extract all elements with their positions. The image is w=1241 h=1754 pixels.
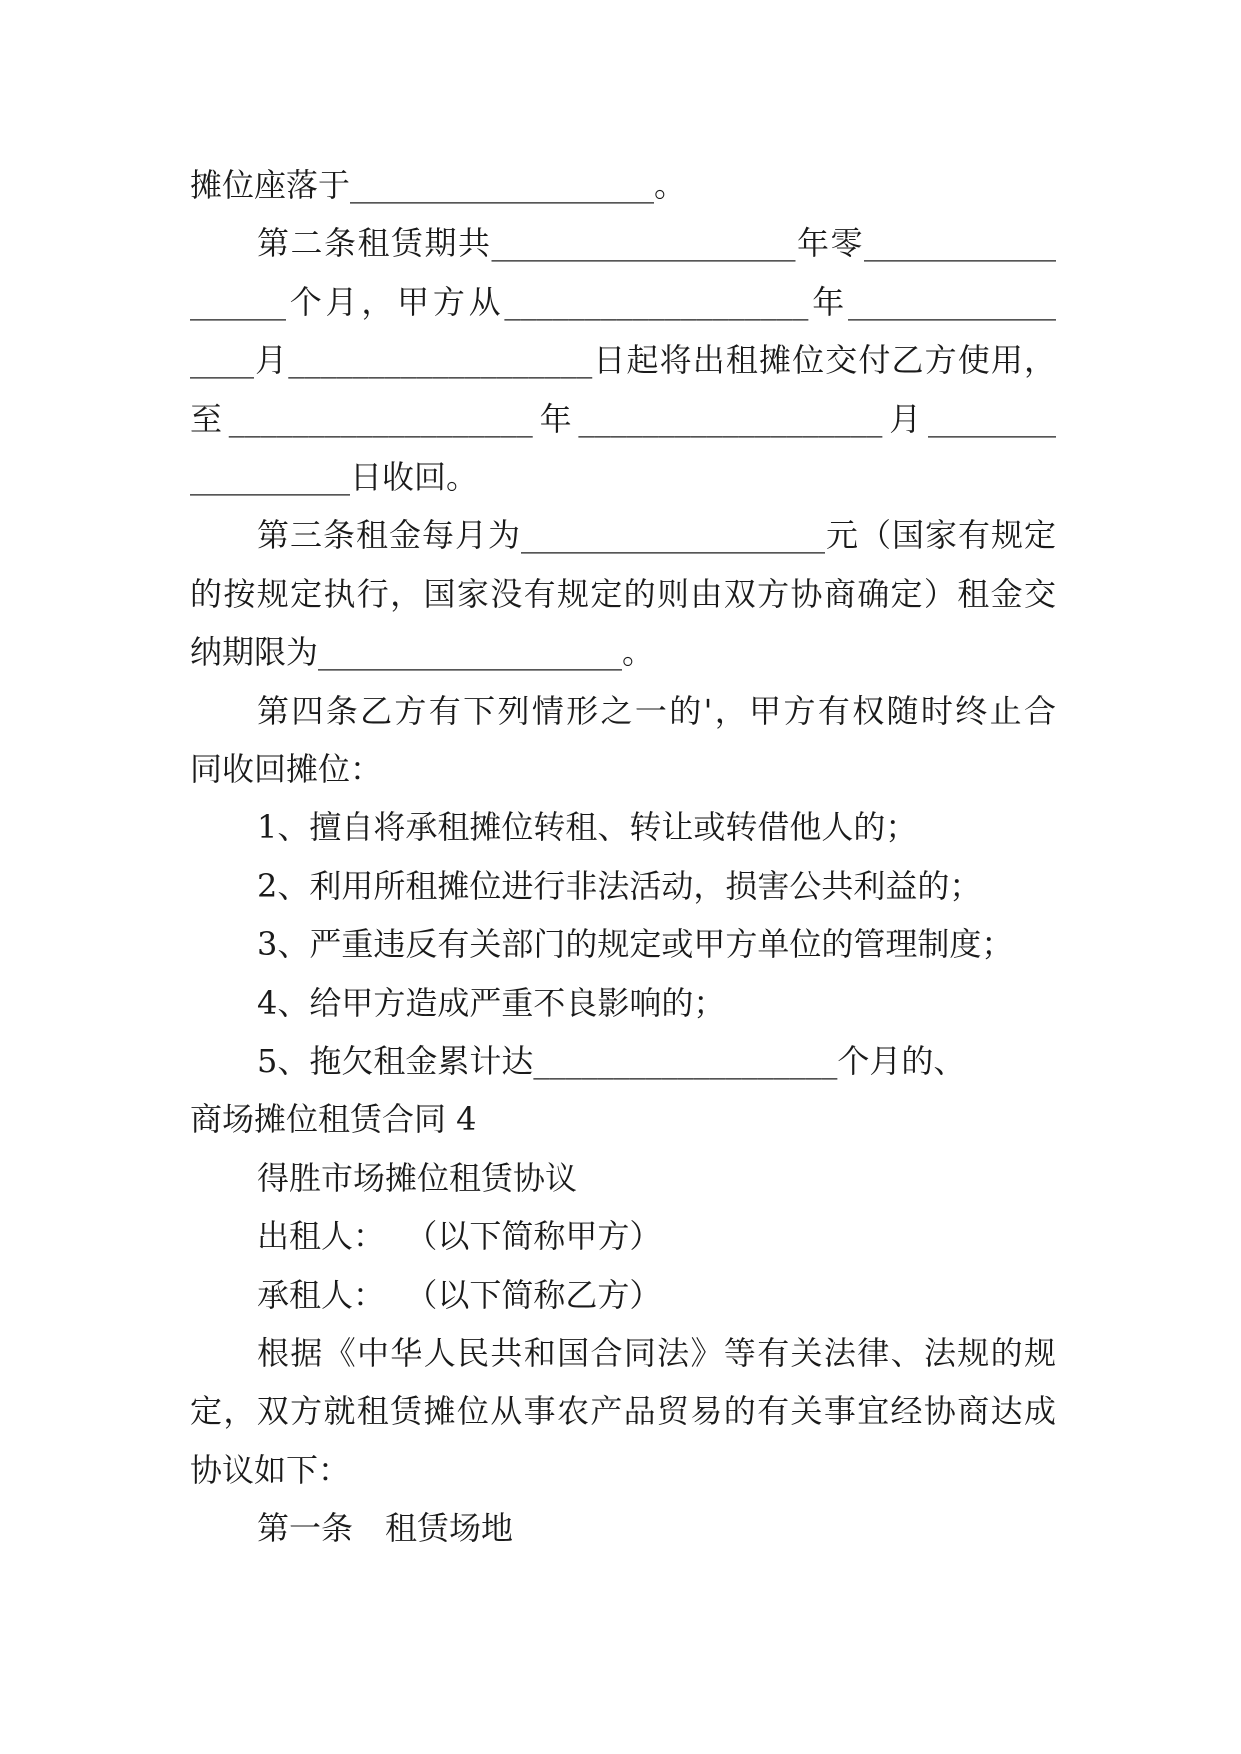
text-line: 商场摊位租赁合同 4 — [190, 1100, 477, 1139]
text-line: 第一条 租赁场地 — [257, 1509, 514, 1548]
text-line: 2、利用所租摊位进行非法活动，损害公共利益的； — [257, 866, 982, 905]
text-line: 摊位座落于___________________。 — [190, 166, 687, 204]
text-line: 5、拖欠租金累计达___________________个月的、 — [257, 1042, 966, 1080]
text-line: __________日收回。 — [190, 458, 479, 496]
text-line: 承租人： （以下简称乙方） — [257, 1275, 662, 1314]
text-line: 4、给甲方造成严重不良影响的； — [257, 983, 726, 1022]
text-line: ____月___________________日起将出租摊位交付乙方使用， — [190, 341, 1056, 380]
text-line: 至___________________年___________________月________ — [190, 399, 1056, 438]
text-line: 第四条乙方有下列情形之一的'，甲方有权随时终止合 — [257, 691, 1056, 730]
text-line: ______个月，甲方从___________________年_____________ — [190, 282, 1056, 321]
text-line: 1、擅自将承租摊位转租、转让或转借他人的； — [257, 808, 918, 847]
text-line: 出租人： （以下简称甲方） — [257, 1217, 662, 1256]
text-line: 第二条租赁期共___________________年零____________ — [257, 224, 1056, 263]
text-line: 3、严重违反有关部门的规定或甲方单位的管理制度； — [257, 925, 1014, 964]
text-line: 定，双方就租赁摊位从事农产品贸易的有关事宜经协商达成 — [190, 1392, 1056, 1431]
text-line: 协议如下： — [190, 1450, 351, 1489]
text-line: 第三条租金每月为___________________元（国家有规定 — [257, 516, 1056, 555]
text-line: 纳期限为___________________。 — [190, 633, 655, 672]
text-line: 同收回摊位： — [190, 750, 383, 788]
text-line: 得胜市场摊位租赁协议 — [257, 1158, 578, 1197]
text-line: 的按规定执行，国家没有规定的则由双方协商确定）租金交 — [190, 574, 1056, 613]
text-line: 根据《中华人民共和国合同法》等有关法律、法规的规 — [257, 1334, 1056, 1372]
